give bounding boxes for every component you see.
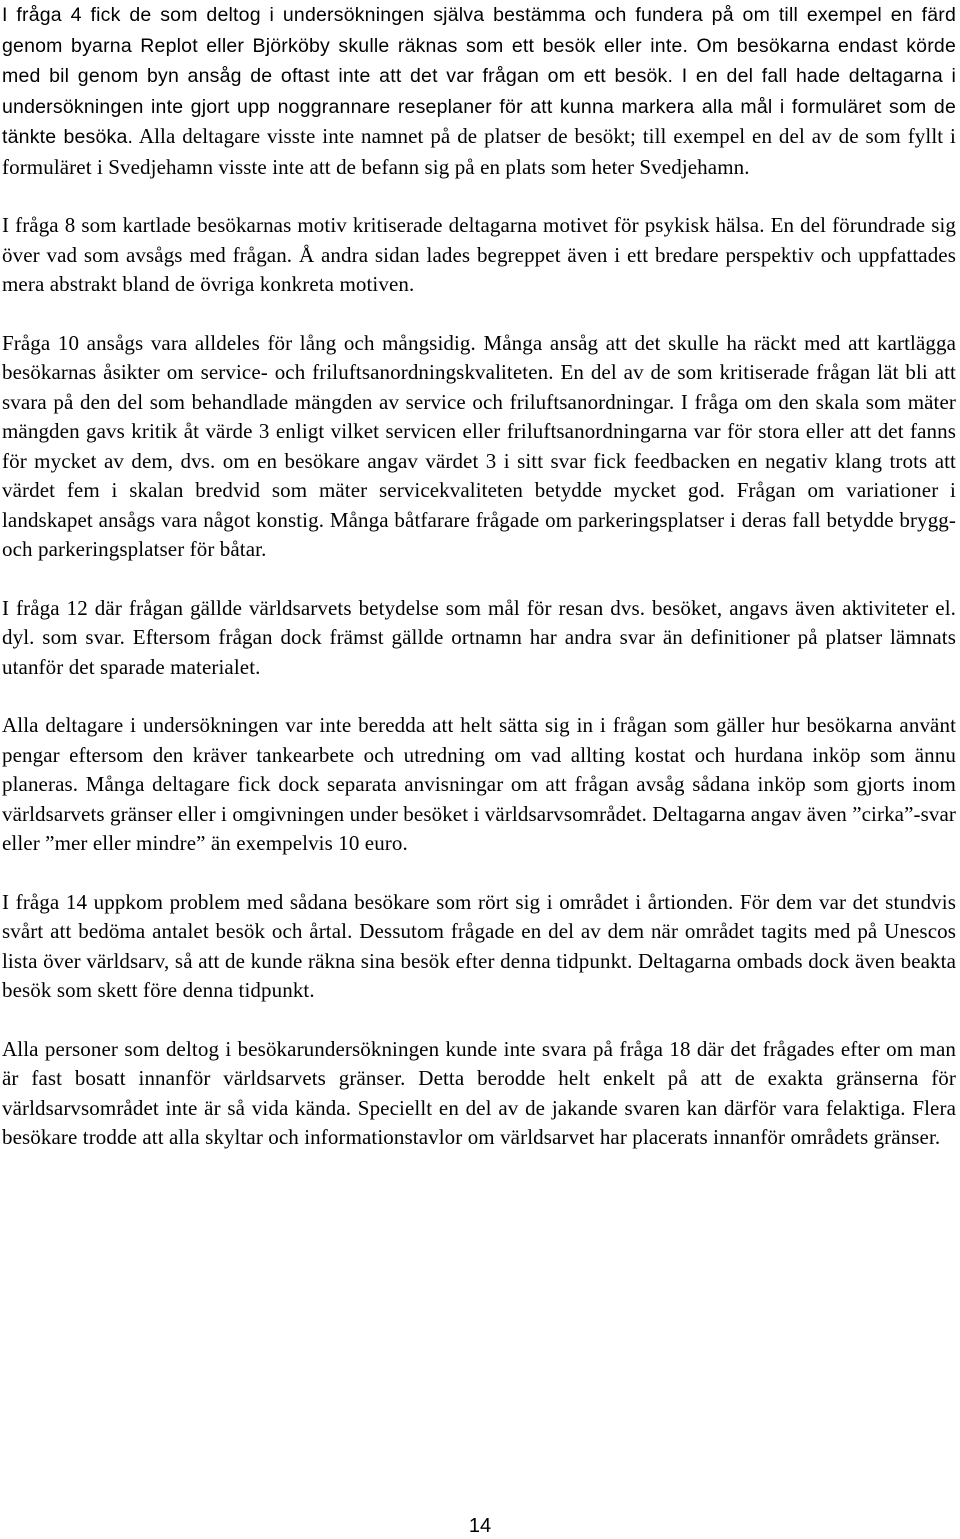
page-number: 14	[468, 1515, 492, 1537]
paragraph-question-4-serif-part: Alla deltagare visste inte namnet på de platser de besökt; till exempel en del av de som fyllt i formuläret i Svedjehamn visste inte att de befann sig på en plats som heter Svedjehamn.	[2, 124, 956, 179]
paragraph-question-18: Alla personer som deltog i besökarundersökningen kunde inte svara på fråga 18 där det frågades efter om man är fast bosatt innanför världsarvets gränser. Detta berodde helt enkelt på att de exakta gränserna för världsarvsområdet inte är så vida kända. Speciellt en del av de jakande svaren kan därför vara felaktiga. Flera besökare trodde att alla skyltar och informationstavlor om världsarvet har placerats innanför områdets gränser.	[2, 1036, 956, 1149]
paragraph-question-12: I fråga 12 där frågan gällde världsarvets betydelse som mål för resan dvs. besöket, angavs även aktiviteter el. dyl. som svar. Eftersom frågan dock främst gällde ortnamn har andra svar än definitioner på platser lämnats utanför det sparade materialet.	[2, 595, 956, 679]
paragraph-question-4	[2, 0, 956, 182]
paragraph-question-4-sans-part: I fråga 4 fick de som deltog i undersökningen själva bestämma och fundera på om till exempel en färd genom byarna Replot eller Björköby skulle räknas som ett besök eller inte. Om besökarna endast körde med bil genom byn ansåg de oftast inte att det var frågan om ett besök. I en del fall hade deltagarna i undersökningen inte gjort upp noggrannare reseplaner för att kunna markera alla mål i formuläret som de tänkte besöka.	[2, 4, 956, 148]
paragraph-question-14: I fråga 14 uppkom problem med sådana besökare som rört sig i området i årtionden. För dem var det stundvis svårt att bedöma antalet besök och årtal. Dessutom frågade en del av dem när området tagits med på Unescos lista över världsarv, så att de kunde räkna sina besök efter denna tidpunkt. Deltagarna ombads dock även beakta besök som skett före denna tidpunkt.	[2, 889, 956, 1002]
paragraph-spending: Alla deltagare i undersökningen var inte beredda att helt sätta sig in i frågan som gäller hur besökarna använt pengar eftersom den kräver tankearbete och utredning om vad allting kostat och hurdana inköp som ännu planeras. Många deltagare fick dock separata anvisningar om att frågan avsåg sådana inköp som gjorts inom världsarvets gränser eller i omgivningen under besöket i världsarvsområdet. Deltagarna angav även ”cirka”-svar eller ”mer eller mindre” än exempelvis 10 euro.	[2, 713, 956, 855]
paragraph-question-8: I fråga 8 som kartlade besökarnas motiv kritiserade deltagarna motivet för psykisk hälsa. En del förundrade sig över vad som avsågs med frågan. Å andra sidan lades begreppet även i ett bredare perspektiv och uppfattades mera abstrakt bland de övriga konkreta motiven.	[2, 213, 956, 296]
paragraph-question-10: Fråga 10 ansågs vara alldeles för lång och mångsidig. Många ansåg att det skulle ha räckt med att kartlägga besökarnas åsikter om service- och friluftsanordningskvaliteten. En del av de som kritiserade frågan lät bli att svara på den del som behandlade mängden av service och friluftsanordningar. I fråga om den skala som mäter mängden gavs kritik åt värde 3 enligt vilket servicen eller friluftsanordningarna var för stora eller att det fanns för mycket av dem, dvs. om en besökare angav värdet 3 i sitt svar fick feedbacken en negativ klang trots att värdet fem i skalan bredvid som mäter servicekvaliteten betydde mycket god. Frågan om variationer i landskapet ansågs vara något konstig. Många båtfarare frågade om parkeringsplatser i deras fall betydde brygg- och parkeringsplatser för båtar.	[2, 330, 956, 561]
body-text	[2, 0, 956, 1182]
